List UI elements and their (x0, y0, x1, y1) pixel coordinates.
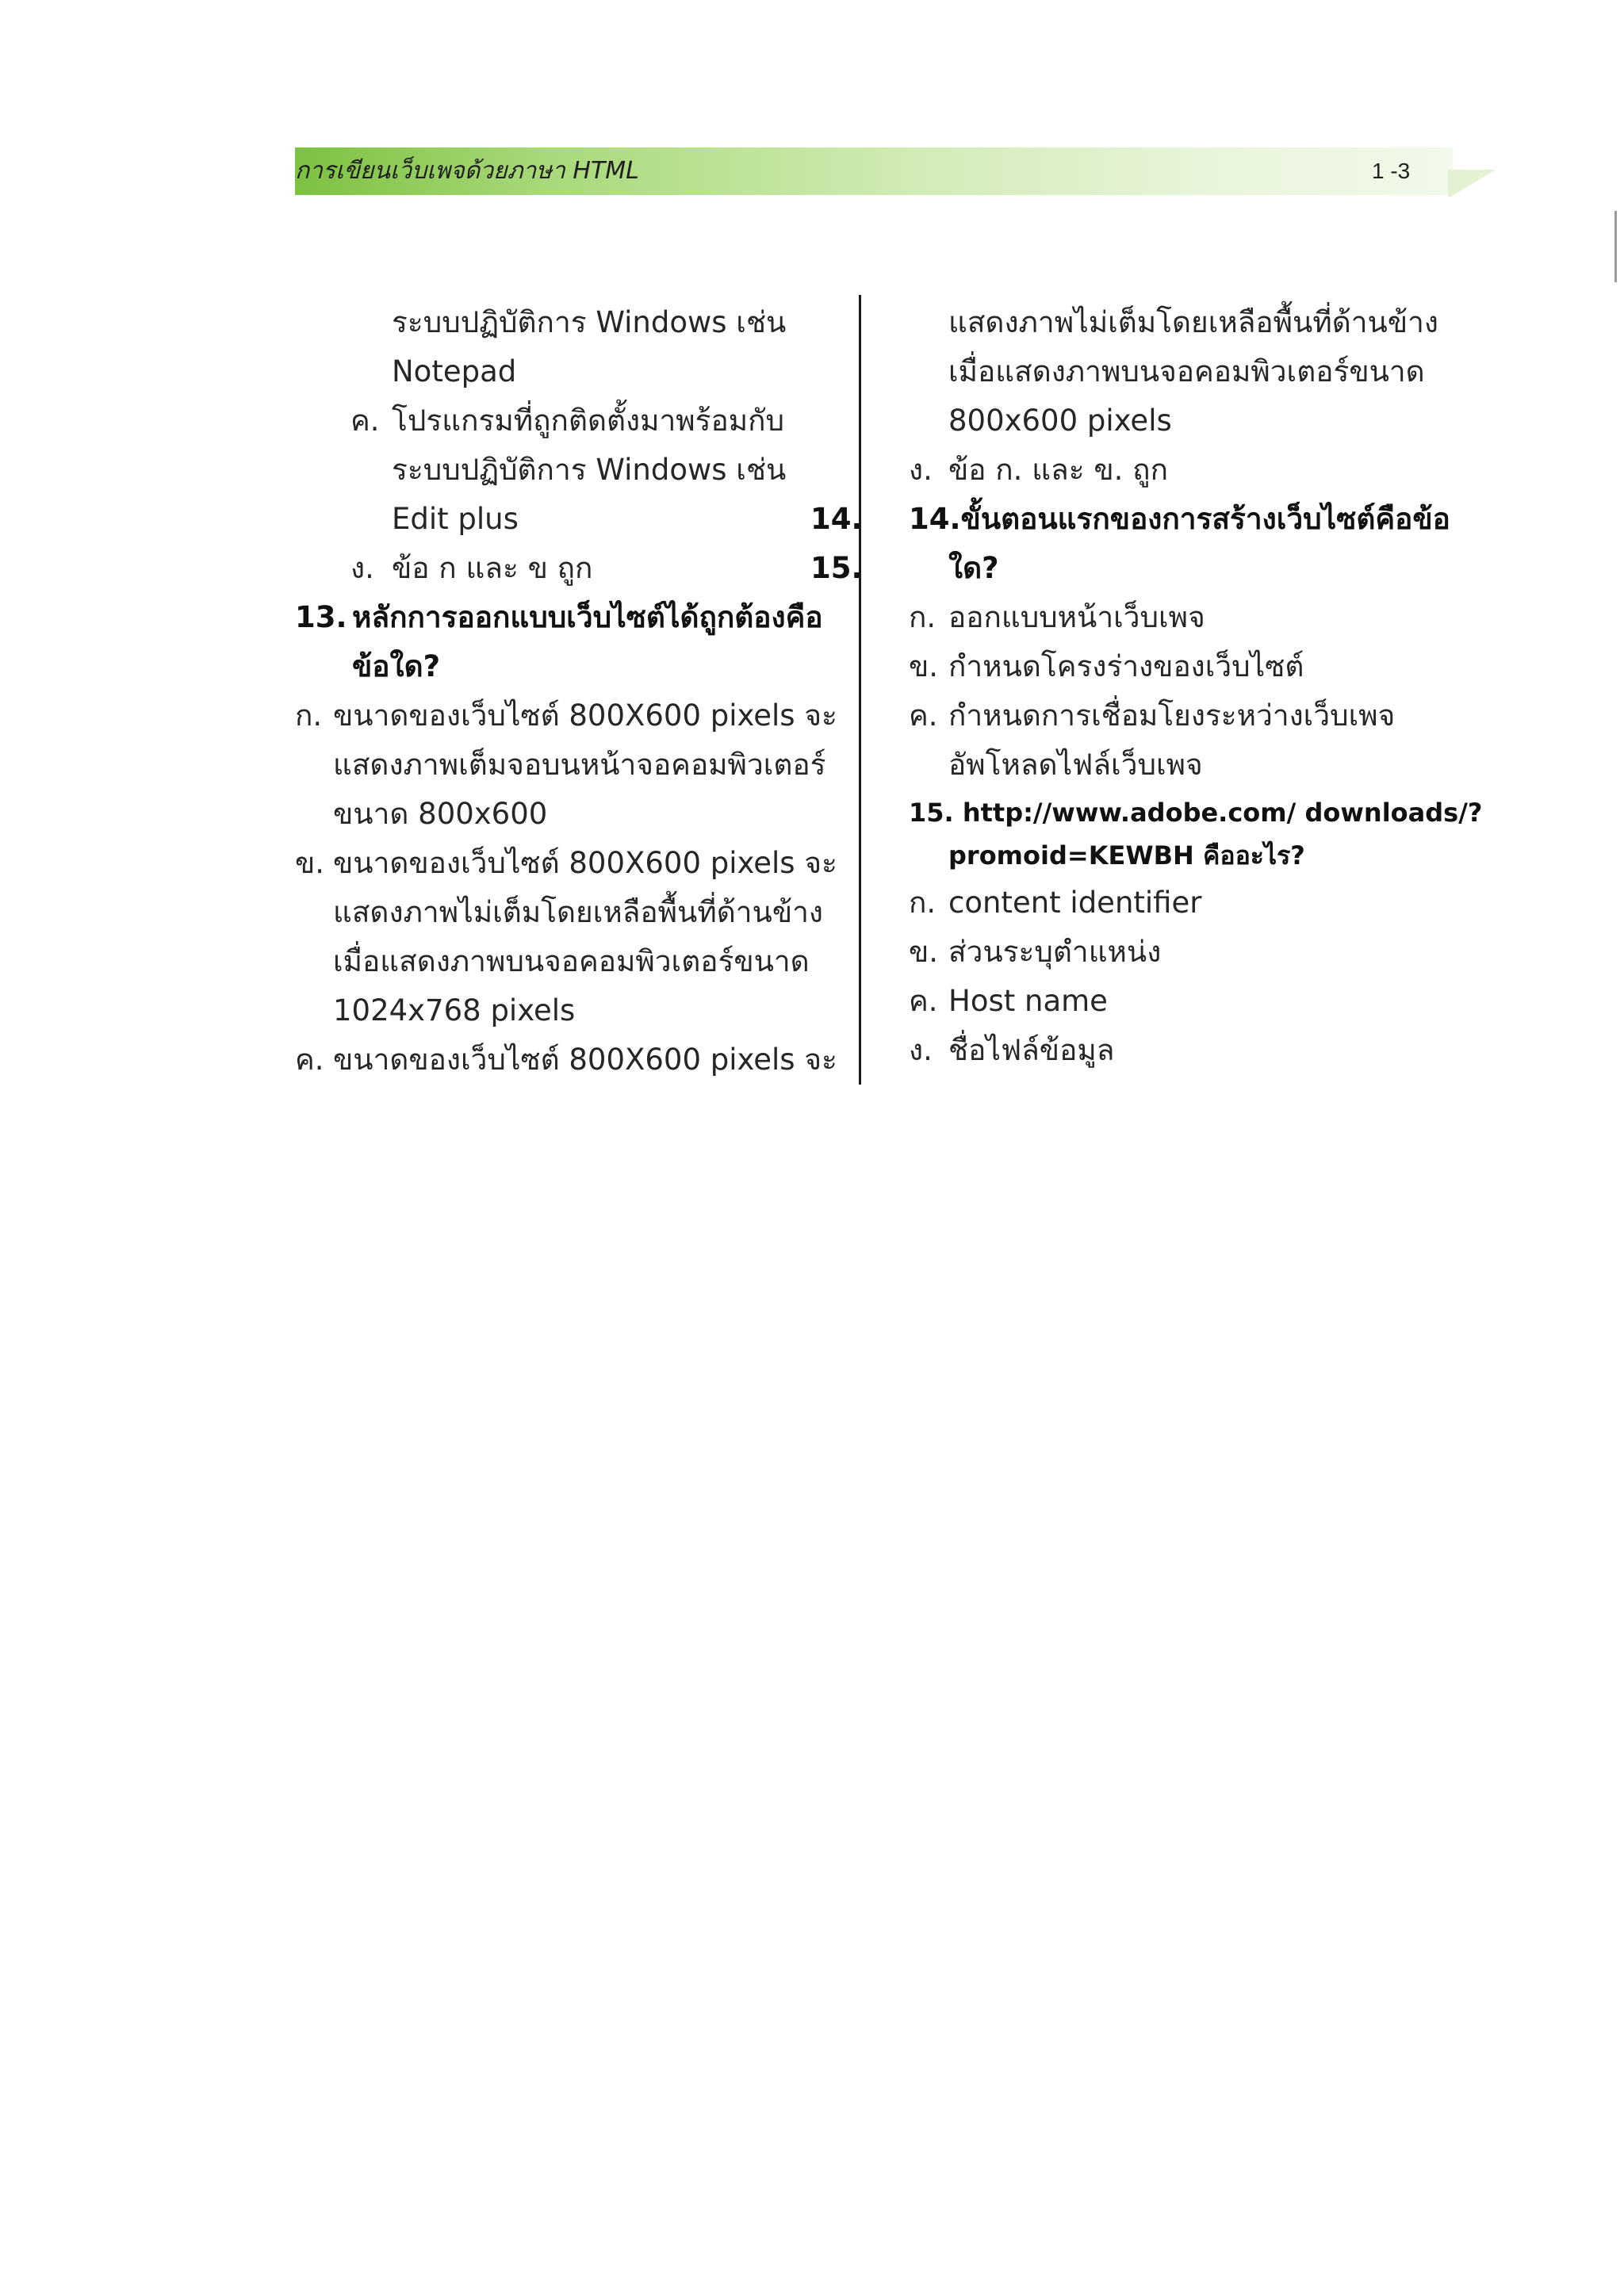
option-marker: ค. (350, 404, 380, 438)
question-text: ใด? (948, 551, 999, 585)
option-text: ขนาดของเว็บไซต์ 800X600 pixels จะ (333, 1043, 837, 1077)
question-number: 13. (295, 600, 347, 634)
option-text: ระบบปฏิบัติการ Windows เช่น (392, 453, 787, 487)
option-text: แสดงภาพไม่เต็มโดยเหลือพื้นที่ด้านข้าง (333, 895, 823, 929)
page-edge-rule (1614, 211, 1617, 282)
option-marker: ค. (909, 698, 938, 733)
header-page-number: 1 -3 (1372, 159, 1411, 183)
option-text: content identifier (948, 886, 1202, 920)
q13-continuation-line: แสดงภาพไม่เต็มโดยเหลือพื้นที่ด้านข้าง (948, 305, 1438, 339)
side-question-number: 15. (810, 551, 863, 585)
question-text: ข้อใด? (352, 649, 441, 683)
q13-continuation-line: เมื่อแสดงภาพบนจอคอมพิวเตอร์ขนาด (948, 354, 1425, 388)
option-text: Host name (948, 984, 1108, 1018)
option-marker: ข. (909, 935, 939, 969)
q12-continuation-line: Notepad (392, 354, 517, 388)
side-question-number: 14. (810, 502, 863, 536)
option-text: ขนาดของเว็บไซต์ 800X600 pixels จะ (333, 846, 837, 880)
option-text: ขนาด 800x600 (333, 797, 548, 831)
option-text: ส่วนระบุตำแหน่ง (948, 935, 1162, 969)
column-divider (859, 295, 861, 1085)
option-marker: ง. (350, 551, 374, 585)
option-marker: ข. (909, 649, 939, 683)
question-text: หลักการออกแบบเว็บไซต์ได้ถูกต้องคือ (352, 600, 823, 634)
option-text: โปรแกรมที่ถูกติดตั้งมาพร้อมกับ (392, 404, 785, 438)
option-text: 1024x768 pixels (333, 993, 576, 1027)
option-text: เมื่อแสดงภาพบนจอคอมพิวเตอร์ขนาด (333, 944, 810, 978)
q13-continuation-line: 800x600 pixels (948, 404, 1172, 438)
option-marker: ก. (909, 886, 936, 920)
question-text: 14.ขั้นตอนแรกของการสร้างเว็บไซต์คือข้อ (909, 502, 1450, 536)
option-text: กำหนดโครงร่างของเว็บไซต์ (948, 649, 1304, 683)
option-text: Edit plus (392, 502, 519, 536)
option-text: อัพโหลดไฟล์เว็บเพจ (948, 748, 1203, 782)
option-marker: ค. (295, 1043, 324, 1077)
option-text: ชื่อไฟล์ข้อมูล (948, 1033, 1115, 1067)
option-marker: ค. (909, 984, 938, 1018)
option-text: ข้อ ก. และ ข. ถูก (948, 453, 1168, 487)
option-text: กำหนดการเชื่อมโยงระหว่างเว็บเพจ (948, 698, 1396, 733)
option-marker: ข. (295, 846, 325, 880)
header-title: การเขียนเว็บเพจด้วยภาษา HTML (295, 157, 639, 185)
option-text: แสดงภาพเต็มจอบนหน้าจอคอมพิวเตอร์ (333, 748, 826, 782)
option-text: ขนาดของเว็บไซต์ 800X600 pixels จะ (333, 698, 837, 733)
option-marker: ง. (909, 1033, 933, 1067)
option-marker: ก. (295, 698, 323, 733)
option-marker: ก. (909, 600, 936, 634)
option-marker: ง. (909, 453, 933, 487)
option-text: ออกแบบหน้าเว็บเพจ (948, 600, 1205, 634)
question-text: promoid=KEWBH คืออะไร? (948, 840, 1305, 871)
header-tail-shape (1448, 170, 1496, 197)
q12-continuation-line: ระบบปฏิบัติการ Windows เช่น (392, 305, 787, 339)
option-text: ข้อ ก และ ข ถูก (392, 551, 593, 585)
question-text: 15. http://www.adobe.com/ downloads/? (909, 798, 1483, 828)
